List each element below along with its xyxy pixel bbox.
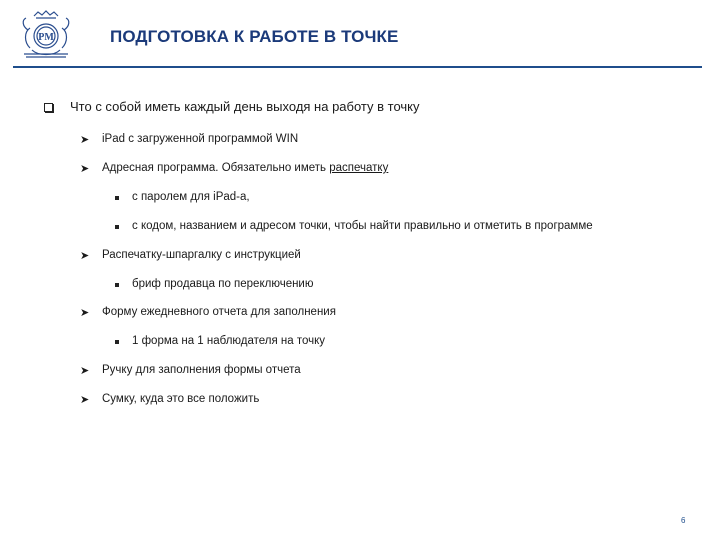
list-subitem-text: с паролем для iPad-а, <box>132 191 250 203</box>
square-bullet-icon <box>115 196 119 200</box>
arrow-bullet-icon: ➤ <box>80 250 90 262</box>
list-item-text <box>102 162 388 174</box>
page-title: ПОДГОТОВКА К РАБОТЕ В ТОЧКЕ <box>110 27 399 46</box>
list-item-text: iPad с загруженной программой WIN <box>102 133 299 145</box>
list-item-text-prefix: Адресная программа. Обязательно иметь <box>102 162 330 174</box>
main-bullet-text: Что с собой иметь каждый день выходя на работу в точку <box>70 99 420 114</box>
list-item-text: Форму ежедневного отчета для заполнения <box>102 306 336 318</box>
square-bullet-icon <box>115 225 119 229</box>
square-bullet-icon <box>115 283 119 287</box>
title-divider <box>13 66 702 68</box>
printout-link[interactable]: распечатку <box>329 162 389 174</box>
list-subitem-text: с кодом, названием и адресом точки, чтобы найти правильно и отметить в программе <box>132 220 593 232</box>
arrow-bullet-icon: ➤ <box>80 134 90 146</box>
list-subitem-text: 1 форма на 1 наблюдателя на точку <box>132 335 326 347</box>
list-item-text: Распечатку-шпаргалку с инструкцией <box>102 249 301 261</box>
company-crest-logo <box>16 8 76 62</box>
list-item-text: Ручку для заполнения формы отчета <box>102 364 301 376</box>
arrow-bullet-icon: ➤ <box>80 307 90 319</box>
list-subitem-text: бриф продавца по переключению <box>132 278 314 290</box>
page-number: 6 <box>681 516 686 525</box>
list-item-text: Сумку, куда это все положить <box>102 393 260 405</box>
square-bullet-icon <box>115 340 119 344</box>
arrow-bullet-icon: ➤ <box>80 394 90 406</box>
arrow-bullet-icon: ➤ <box>80 365 90 377</box>
square-box-bullet-icon <box>44 103 53 112</box>
arrow-bullet-icon: ➤ <box>80 163 90 175</box>
svg-text:PM: PM <box>38 32 54 43</box>
crest-icon <box>16 8 76 62</box>
